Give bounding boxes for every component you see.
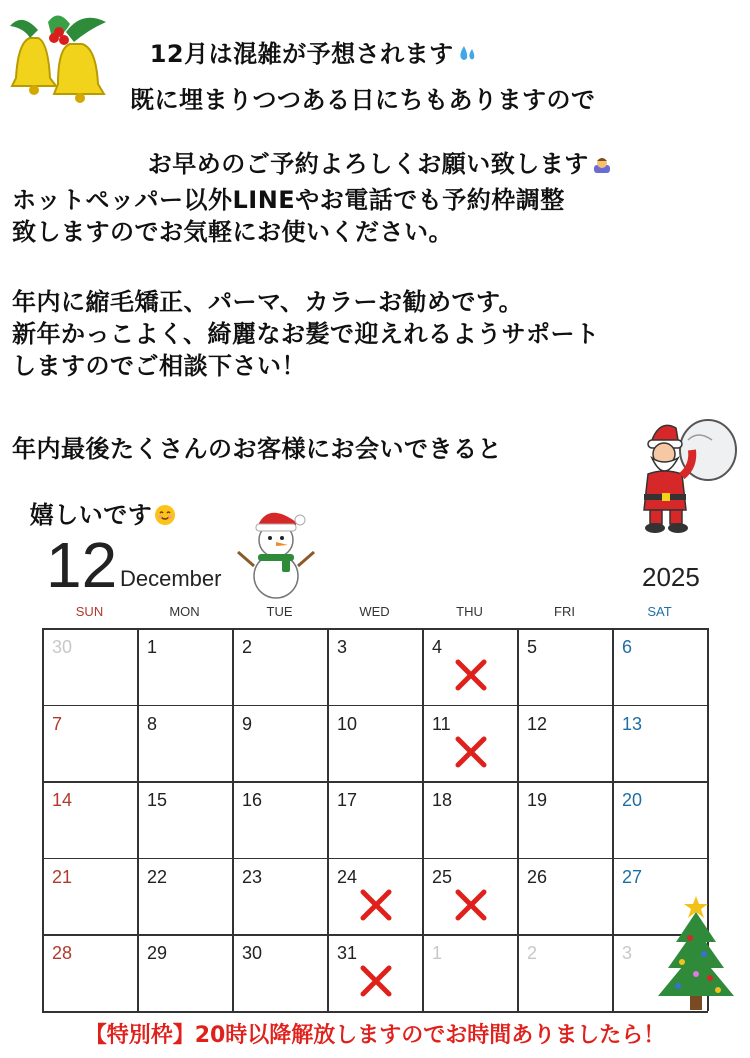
day-number: 6 [622,637,633,657]
closed-x-icon [454,888,488,922]
calendar-day-cell [612,705,707,782]
calendar-day-cell [42,628,137,705]
day-number: 11 [432,713,451,734]
day-number: 13 [622,713,643,734]
day-number: 1 [147,637,158,657]
santa-icon [628,410,738,535]
weekday-wed: WED [359,604,390,619]
day-number: 15 [147,790,168,811]
calendar-day-cell [517,858,612,935]
weekday-mon: MON [169,604,200,619]
day-number: 27 [622,866,643,887]
notice-line-3: お早めのご予約よろしくお願い致します [130,116,613,180]
day-number: 30 [242,943,263,964]
weekday-tue: TUE [266,604,293,619]
calendar-day-cell [232,858,327,935]
calendar-day-cell [42,934,137,1011]
day-number: 18 [432,790,453,811]
day-number: 12 [527,713,548,734]
day-number: 7 [52,713,63,734]
calendar-day-cell [422,628,517,705]
calendar-day-cell [422,934,517,1011]
day-number: 20 [622,790,643,811]
calendar-month-number: 12 [46,529,118,601]
calendar-day-cell [422,781,517,858]
weekday-thu: THU [456,604,483,619]
day-number: 10 [337,713,358,734]
weekday-sun: SUN [75,604,104,619]
grid-line-horizontal [42,1011,708,1013]
special-slot-notice: 【特別枠】20時以降解放しますのでお時間ありましたら！ [84,1023,666,1048]
closed-x-icon [359,964,393,998]
notice-line-2: 既に埋まりつつある日にちもありますので [130,86,596,114]
calendar-day-cell [42,705,137,782]
calendar-day-cell [137,858,232,935]
closed-x-icon [454,658,488,692]
calendar-grid [42,628,707,1011]
snowman-icon [234,500,318,600]
day-number: 17 [337,790,358,811]
day-number: 3 [622,943,633,964]
calendar-day-cell [137,934,232,1011]
day-number: 23 [242,866,263,887]
calendar-day-cell [517,705,612,782]
calendar-day-cell [327,781,422,858]
day-number: 21 [52,866,73,887]
calendar-day-cell [137,705,232,782]
day-number: 1 [432,943,443,964]
day-number: 24 [337,866,358,887]
calendar-day-cell [517,934,612,1011]
calendar-day-cell [42,781,137,858]
calendar-day-cell [612,781,707,858]
notice-paragraph-4b: 嬉しいです [12,467,176,531]
day-number: 2 [527,943,538,964]
day-number: 9 [242,713,253,734]
smiling-face-icon [154,504,176,526]
christmas-bells-icon [8,8,114,104]
calendar-day-cell [517,628,612,705]
day-number: 8 [147,713,158,734]
day-number: 31 [337,943,358,964]
day-number: 5 [527,637,538,657]
notice-paragraph-4: 年内最後たくさんのお客様にお会いできると [12,435,502,463]
calendar-day-cell [232,705,327,782]
day-number: 28 [52,943,73,964]
day-number: 26 [527,866,548,887]
calendar-day-cell [42,858,137,935]
closed-x-icon [359,888,393,922]
notice-line-1: 12月は混雑が予想されます [132,6,478,70]
calendar-day-cell [137,781,232,858]
calendar-day-cell [422,858,517,935]
weekday-fri: FRI [554,604,575,619]
day-number: 14 [52,790,73,811]
calendar-day-cell [327,858,422,935]
day-number: 29 [147,943,168,964]
calendar-day-cell [137,628,232,705]
calendar-day-cell [517,781,612,858]
day-number: 4 [432,637,443,657]
notice-paragraph-2: ホットペッパー以外LINEやお電話でも予約枠調整 致しますのでお気軽にお使いください。 [12,186,565,246]
calendar-day-cell [232,934,327,1011]
calendar-day-cell [327,705,422,782]
closed-x-icon [454,735,488,769]
day-number: 16 [242,790,263,811]
day-number: 30 [52,637,73,657]
bowing-person-icon [591,153,613,175]
calendar-month-name: December [120,566,222,591]
calendar-day-cell [327,628,422,705]
day-number: 25 [432,866,453,887]
day-number: 3 [337,637,348,657]
day-number: 22 [147,866,168,887]
calendar-year: 2025 [642,562,700,592]
christmas-tree-icon [654,892,738,1014]
weekday-sat: SAT [647,604,672,619]
notice-paragraph-3: 年内に縮毛矯正、パーマ、カラーお勧めです。 新年かっこよく、綺麗なお髪で迎えれるようサポート しますのでご相談下さい！ [12,288,600,380]
calendar-day-cell [232,628,327,705]
calendar-day-cell [327,934,422,1011]
day-number: 2 [242,637,253,657]
calendar-day-cell [232,781,327,858]
day-number: 19 [527,790,548,811]
sweat-droplets-icon [456,43,478,65]
calendar-day-cell [612,628,707,705]
calendar-day-cell [422,705,517,782]
